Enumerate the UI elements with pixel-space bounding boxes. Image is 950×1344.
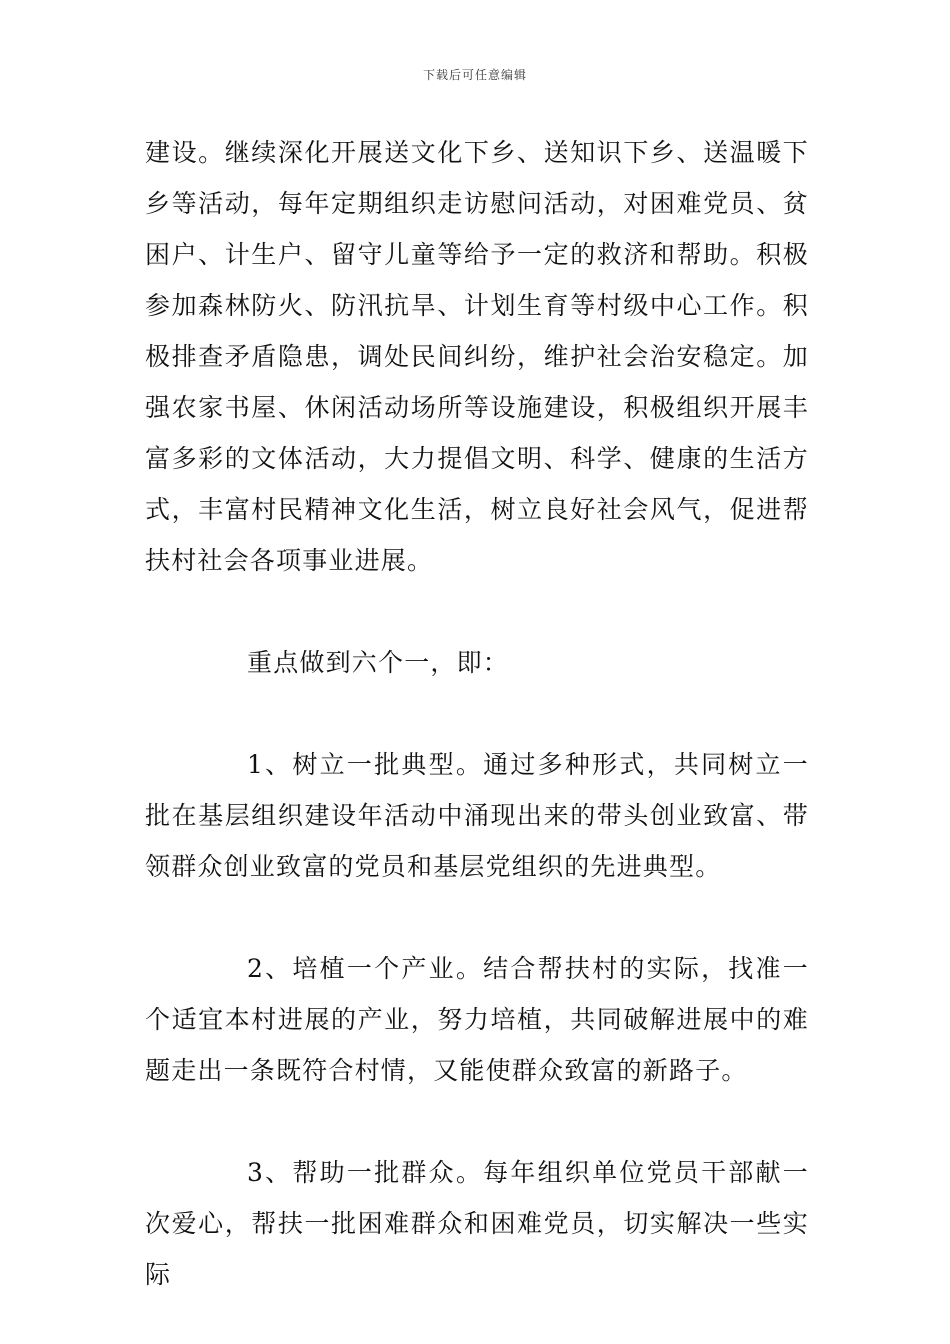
paragraph-six-ones-intro: 重点做到六个一，即： bbox=[247, 648, 510, 677]
paragraph-spacer bbox=[145, 586, 809, 637]
paragraph-item-2: 2、培植一个产业。结合帮扶村的实际，找准一个适宜本村进展的产业，努力培植，共同破解进展中的难题走出一条既符合村情，又能使群众致富的新路子。 bbox=[145, 954, 809, 1085]
paragraph-spacer bbox=[145, 1096, 809, 1147]
paragraph-activities: 建设。继续深化开展送文化下乡、送知识下乡、送温暖下乡等活动，每年定期组织走访慰问活动，对困难党员、贫困户、计生户、留守儿童等给予一定的救济和帮助。积极参加森林防火、防汛抗旱、计划生育等村级中心工作。积极排查矛盾隐患，调处民间纠纷，维护社会治安稳定。加强农家书屋、休闲活动场所等设施建设，积极组织开展丰富多彩的文体活动，大力提倡文明、科学、健康的生活方式，丰富村民精神文化生活，树立良好社会风气，促进帮扶村社会各项事业进展。 bbox=[145, 138, 809, 575]
paragraph-spacer bbox=[145, 892, 809, 943]
paragraph-item-1: 1、树立一批典型。通过多种形式，共同树立一批在基层组织建设年活动中涌现出来的带头创业致富、带领群众创业致富的党员和基层党组织的先进典型。 bbox=[145, 750, 809, 881]
document-body bbox=[145, 127, 809, 1300]
paragraph-item-3: 3、帮助一批群众。每年组织单位党员干部献一次爱心，帮扶一批困难群众和困难党员，切实解决一些实际 bbox=[145, 1158, 809, 1289]
page-header-note: 下载后可任意编辑 bbox=[422, 68, 527, 82]
paragraph-spacer bbox=[145, 688, 809, 739]
